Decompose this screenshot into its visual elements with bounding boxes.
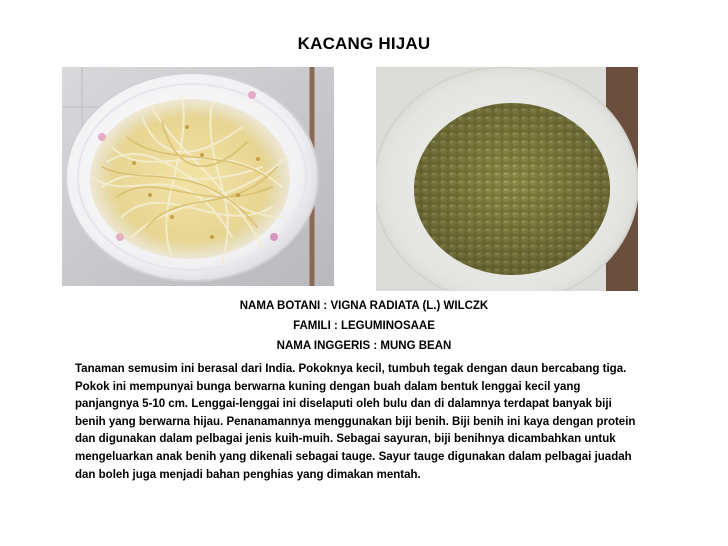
mung-beans-illustration bbox=[376, 67, 638, 291]
description-line: Tanaman semusim ini berasal dari India. Pokoknya kecil, tumbuh tegak dengan daun bercabang tiga. bbox=[75, 363, 627, 375]
description-paragraph bbox=[75, 361, 715, 484]
botanical-name: NAMA BOTANI : VIGNA RADIATA (L.) WILCZK bbox=[239, 300, 489, 312]
english-name: NAMA INGGERIS : MUNG BEAN bbox=[276, 340, 452, 352]
description-line: mengeluarkan anak benih yang dikenali sebagai tauge. Sayur tauge digunakan dalam pelbagai juadah bbox=[75, 450, 632, 463]
description-line: dan digunakan dalam pelbagai jenis kuih-muih. Sebagai sayuran, biji benihnya dicambahkan untuk bbox=[75, 433, 616, 446]
mung-beans-bowl-image bbox=[376, 67, 638, 291]
family-name: FAMILI : LEGUMINOSAAE bbox=[293, 320, 435, 332]
description-line: Pokok ini mempunyai bunga berwarna kuning dengan buah dalam bentuk lenggai kecil yang bbox=[75, 380, 581, 393]
description-line: panjangnya 5-10 cm. Lenggai-lenggai ini diselaputi oleh bulu dan di dalamnya terdapat banyak biji bbox=[75, 398, 612, 411]
description-line: benih yang berwarna hijau. Penanamannya menggunakan biji benih. Biji benih ini kaya dengan protein bbox=[75, 415, 636, 428]
bean-sprouts-illustration bbox=[62, 67, 334, 286]
bean-sprouts-plate-image bbox=[62, 67, 334, 286]
slide-title: KACANG HIJAU bbox=[297, 34, 431, 53]
description-line: dan boleh juga menjadi bahan penghias yang dimakan mentah. bbox=[75, 468, 421, 481]
